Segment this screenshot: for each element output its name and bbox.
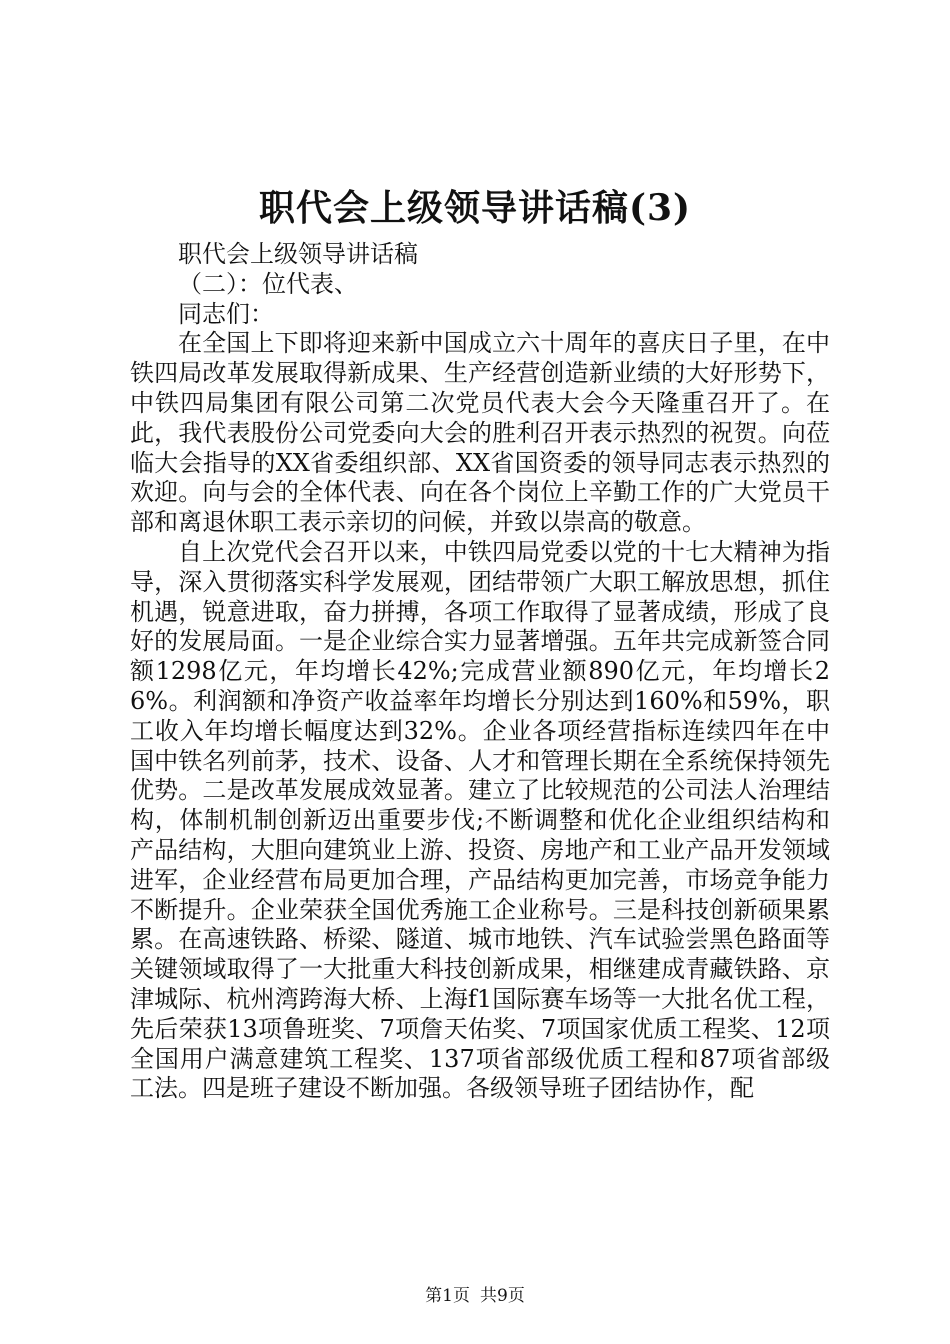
attendee-line: （二）：位代表、 [178, 269, 358, 298]
page-number: 第1页 [425, 1286, 470, 1306]
page-total: 共9页 [480, 1286, 525, 1306]
document-title: 职代会上级领导讲话稿(3) [258, 187, 692, 229]
document-body [130, 240, 830, 1104]
greeting-line: 同志们： [178, 299, 274, 328]
paragraph-1: 在全国上下即将迎来新中国成立六十周年的喜庆日子里，在中铁四局改革发展取得新成果、生产经营创造新业绩的大好形势下，中铁四局集团有限公司第二次党员代表大会今天隆重召开了。在此，我代表股份公司党委向大会的胜利召开表示热烈的祝贺。向莅临大会指导的XX省委组织部、XX省国资委的领导同志表示热烈的欢迎。向与会的全体代表、向在各个岗位上辛勤工作的广大党员干部和离退休职工表示亲切的问候，并致以崇高的敬意。 [130, 329, 830, 537]
paragraph-2: 自上次党代会召开以来，中铁四局党委以党的十七大精神为指导，深入贯彻落实科学发展观，团结带领广大职工解放思想，抓住机遇，锐意进取，奋力拼搏，各项工作取得了显著成绩，形成了良好的发展局面。一是企业综合实力显著增强。五年共完成新签合同额1298亿元，年均增长42%;完成营业额890亿元，年均增长26%。利润额和净资产收益率年均增长分别达到160%和59%，职工收入年均增长幅度达到32%。企业各项经营指标连续四年在中国中铁名列前茅，技术、设备、人才和管理长期在全系统保持领先优势。二是改革发展成效显著。建立了比较规范的公司法人治理结构，体制机制创新迈出重要步伐;不断调整和优化企业组织结构和产品结构，大胆向建筑业上游、投资、房地产和工业产品开发领域进军，企业经营布局更加合理，产品结构更加完善，市场竞争能力不断提升。企业荣获全国优秀施工企业称号。三是科技创新硕果累累。在高速铁路、桥梁、隧道、城市地铁、汽车试验尝黑色路面等关键领域取得了一大批重大科技创新成果，相继建成青藏铁路、京津城际、杭州湾跨海大桥、上海f1国际赛车场等一大批名优工程，先后荣获13项鲁班奖、7项詹天佑奖、7项国家优质工程奖、12项全国用户满意建筑工程奖、137项省部级优质工程和87项省部级工法。四是班子建设不断加强。各级领导班子团结协作，配 [130, 537, 830, 1103]
page-footer [0, 1284, 950, 1308]
subtitle-line: 职代会上级领导讲话稿 [178, 240, 418, 268]
